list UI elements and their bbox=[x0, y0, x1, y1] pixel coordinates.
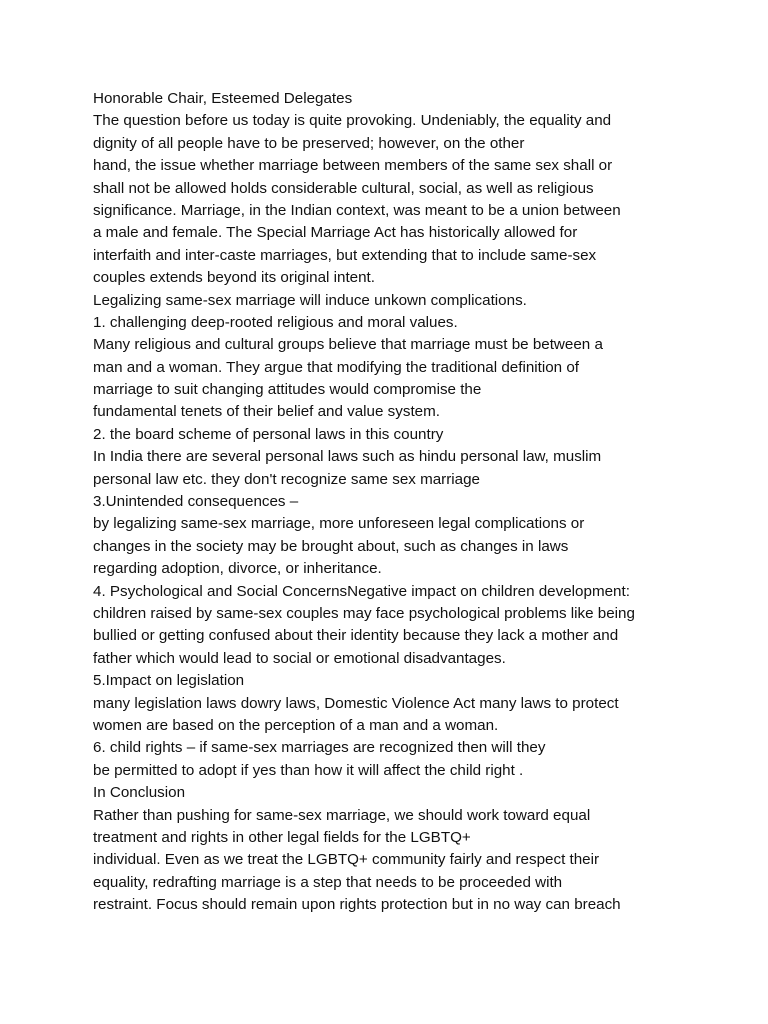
doc-line: regarding adoption, divorce, or inheritance. bbox=[93, 560, 382, 578]
doc-line: interfaith and inter-caste marriages, but extending that to include same-sex bbox=[93, 246, 597, 264]
doc-line: fundamental tenets of their belief and value system. bbox=[93, 403, 440, 421]
doc-line: Rather than pushing for same-sex marriage, we should work toward equal bbox=[93, 806, 591, 824]
doc-line: couples extends beyond its original intent. bbox=[93, 269, 375, 287]
doc-line: dignity of all people have to be preserved; however, on the other bbox=[93, 134, 525, 152]
doc-line: 1. challenging deep-rooted religious and moral values. bbox=[93, 313, 458, 331]
doc-line: 3.Unintended consequences – bbox=[93, 493, 299, 511]
doc-line: In India there are several personal laws such as hindu personal law, muslim bbox=[93, 448, 602, 466]
doc-line: equality, redrafting marriage is a step that needs to be proceeded with bbox=[93, 873, 563, 891]
doc-line: marriage to suit changing attitudes would compromise the bbox=[93, 381, 482, 399]
doc-line: 2. the board scheme of personal laws in this country bbox=[93, 425, 444, 443]
doc-line: restraint. Focus should remain upon rights protection but in no way can breach bbox=[93, 896, 621, 914]
doc-line: be permitted to adopt if yes than how it will affect the child right . bbox=[93, 761, 524, 779]
document-body bbox=[93, 88, 693, 916]
doc-line: significance. Marriage, in the Indian context, was meant to be a union between bbox=[93, 201, 621, 219]
doc-line: bullied or getting confused about their identity because they lack a mother and bbox=[93, 627, 619, 645]
doc-line: Honorable Chair, Esteemed Delegates bbox=[93, 90, 353, 107]
doc-line: personal law etc. they don't recognize same sex marriage bbox=[93, 470, 480, 488]
doc-line: women are based on the perception of a man and a woman. bbox=[93, 716, 499, 734]
doc-line: changes in the society may be brought about, such as changes in laws bbox=[93, 537, 569, 555]
doc-line: shall not be allowed holds considerable cultural, social, as well as religious bbox=[93, 179, 594, 197]
doc-line: father which would lead to social or emotional disadvantages. bbox=[93, 649, 506, 667]
doc-line: 6. child rights – if same-sex marriages are recognized then will they bbox=[93, 739, 546, 757]
doc-line: many legislation laws dowry laws, Domestic Violence Act many laws to protect bbox=[93, 694, 619, 712]
doc-line: treatment and rights in other legal fields for the LGBTQ+ bbox=[93, 828, 471, 846]
doc-line: man and a woman. They argue that modifying the traditional definition of bbox=[93, 358, 580, 376]
doc-line: The question before us today is quite provoking. Undeniably, the equality and bbox=[93, 112, 612, 130]
doc-line: children raised by same-sex couples may face psychological problems like being bbox=[93, 604, 635, 622]
doc-line: hand, the issue whether marriage between members of the same sex shall or bbox=[93, 157, 613, 175]
doc-line: In Conclusion bbox=[93, 784, 186, 802]
doc-line: a male and female. The Special Marriage Act has historically allowed for bbox=[93, 224, 578, 242]
doc-line: 5.Impact on legislation bbox=[93, 672, 245, 690]
doc-line: by legalizing same-sex marriage, more unforeseen legal complications or bbox=[93, 515, 585, 533]
doc-line: Legalizing same-sex marriage will induce unkown complications. bbox=[93, 291, 527, 309]
doc-line: individual. Even as we treat the LGBTQ+ community fairly and respect their bbox=[93, 851, 600, 869]
doc-line: Many religious and cultural groups believe that marriage must be between a bbox=[93, 336, 603, 354]
doc-line: 4. Psychological and Social ConcernsNegative impact on children development: bbox=[93, 582, 630, 600]
